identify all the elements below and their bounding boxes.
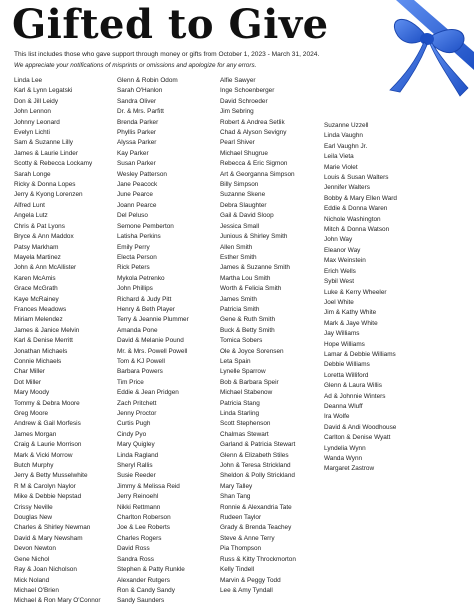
donor-name: Barbara Powers bbox=[117, 368, 163, 376]
intro-text: This list includes those who gave support through money or gifts from October 1, 2023 - March 31, 2024. bbox=[14, 51, 320, 58]
donor-name: Charlton Roberson bbox=[117, 514, 171, 522]
donor-name: Sandra Oliver bbox=[117, 97, 157, 105]
donor-name: Dr. & Mrs. Parfitt bbox=[117, 108, 164, 116]
donor-name: Linda Ragland bbox=[117, 451, 159, 459]
donor-name: Tommy & Debra Moore bbox=[14, 399, 80, 407]
donor-name: Grady & Brenda Teachey bbox=[220, 524, 292, 532]
donor-name: Mary Quigley bbox=[117, 441, 155, 449]
donor-name: Nikki Rettmann bbox=[117, 503, 161, 511]
donor-name: Linda Lee bbox=[14, 77, 43, 84]
donor-name: Tom & KJ Powell bbox=[117, 357, 165, 365]
donor-name: Max Weinstein bbox=[324, 257, 366, 265]
donor-name: Jerry & Betty Musselwhite bbox=[14, 472, 88, 480]
donor-name: Jenny Proctor bbox=[117, 410, 157, 417]
donor-name: Sybil West bbox=[324, 278, 355, 286]
donor-name: Jimmy & Melissa Reid bbox=[117, 482, 180, 490]
donor-name: Patsy Markham bbox=[14, 243, 59, 251]
donor-name: Eddie & Donna Waren bbox=[324, 205, 388, 213]
donor-name: Charles & Shirley Newman bbox=[14, 524, 91, 532]
donor-name: Joe & Lee Roberts bbox=[117, 524, 170, 532]
donor-name: Alexander Rutgers bbox=[117, 576, 170, 584]
donor-name: Debra Slaughter bbox=[220, 201, 267, 209]
donor-name: Scott Stephenson bbox=[220, 420, 271, 428]
donor-name: Luke & Kerry Wheeler bbox=[324, 288, 387, 296]
donor-name: Char Miller bbox=[14, 368, 45, 376]
donor-name: Wesley Patterson bbox=[117, 170, 167, 178]
donor-name: Butch Murphy bbox=[14, 462, 54, 470]
donor-name: Kelly Tindell bbox=[220, 566, 255, 574]
donor-name: Bob & Barbara Speir bbox=[220, 378, 279, 386]
donor-name: Patricia Smith bbox=[220, 305, 260, 313]
donor-name: Electa Person bbox=[117, 253, 157, 261]
donor-name: Ole & Joyce Sorensen bbox=[220, 347, 284, 355]
donor-name: Sam & Suzanne Lilly bbox=[14, 139, 73, 147]
donor-name: Jerry & Kyong Lorenzen bbox=[14, 191, 83, 199]
donor-name: Angela Lutz bbox=[14, 212, 48, 220]
donor-name: Glenn & Laura Willis bbox=[324, 382, 382, 390]
donor-name: Stephen & Patty Runkle bbox=[117, 566, 185, 574]
donor-name: Billy Simpson bbox=[220, 181, 259, 189]
donor-name: Charles Rogers bbox=[117, 534, 162, 542]
donor-name: James & Suzanne Smith bbox=[220, 264, 290, 272]
donor-name: Ray & Joan Nicholson bbox=[14, 566, 77, 574]
donor-name: Shan Tang bbox=[220, 493, 251, 501]
donor-name: Don & Jill Leidy bbox=[14, 97, 59, 105]
donor-name: Karl & Denise Merritt bbox=[14, 337, 73, 345]
donor-name: Rick Peters bbox=[117, 264, 150, 272]
donor-name: Scotty & Rebecca Lockamy bbox=[14, 160, 93, 168]
donor-name: Crissy Neville bbox=[14, 503, 53, 511]
donor-name: Mr. & Mrs. Powell Powell bbox=[117, 347, 188, 355]
donor-name: Marvin & Peggy Todd bbox=[220, 576, 281, 584]
donor-name: Ira Wolfe bbox=[324, 413, 350, 421]
donor-name: Sheldon & Polly Strickland bbox=[220, 472, 295, 480]
donor-name: Joel White bbox=[324, 298, 354, 306]
donor-name: Lynelle Sparrow bbox=[220, 368, 266, 376]
donor-name: Leta Spain bbox=[220, 357, 251, 365]
donor-name: Sarah O'Hanlon bbox=[117, 87, 163, 95]
donor-name: Susie Reeder bbox=[117, 472, 156, 480]
donor-name: Brenda Parker bbox=[117, 118, 159, 126]
donor-name: John & Ann McAllister bbox=[14, 264, 77, 272]
donor-name: David & Mary Newsham bbox=[14, 534, 83, 542]
donor-name: R M & Carolyn Naylor bbox=[14, 482, 76, 490]
donor-name: Mykola Petrenko bbox=[117, 274, 165, 282]
donor-name: Tomica Sobers bbox=[220, 337, 263, 345]
donor-name: Lee & Amy Tyndall bbox=[220, 586, 273, 594]
donor-name: Steve & Anne Terry bbox=[220, 534, 275, 542]
donor-name: Devon Newton bbox=[14, 545, 56, 553]
donor-name: Michael Stabenow bbox=[220, 389, 273, 397]
donor-name: Jennifer Walters bbox=[324, 184, 370, 192]
donor-name: Mary Talley bbox=[220, 482, 253, 490]
donor-name: Junious & Shirley Smith bbox=[220, 233, 288, 241]
donor-name: Ricky & Donna Lopes bbox=[14, 181, 76, 189]
donor-name: Robert & Andrea Setlik bbox=[220, 118, 285, 126]
donor-name: Connie Michaels bbox=[14, 357, 62, 365]
donor-name: Sheryl Rallis bbox=[117, 462, 153, 470]
donor-name: Curtis Pugh bbox=[117, 420, 151, 428]
donor-name: Mark & Vicki Morrow bbox=[14, 451, 73, 459]
donor-name: James & Laurie Linder bbox=[14, 149, 78, 157]
donor-name: Lyndelia Wynn bbox=[324, 444, 366, 452]
donor-name: Michael & Ron Mary O'Connor bbox=[14, 597, 101, 605]
donor-name: Martha Lou Smith bbox=[220, 274, 271, 282]
donor-name: Rebecca & Eric Sigmon bbox=[220, 160, 288, 168]
donor-name: Andrew & Gail Morfesis bbox=[14, 420, 81, 428]
donor-name: James & Janice Melvin bbox=[14, 326, 80, 334]
donor-name: Rudeen Taylor bbox=[220, 514, 262, 522]
donor-name: Glenn & Elizabeth Stiles bbox=[220, 451, 289, 459]
donor-column-1 bbox=[14, 76, 100, 607]
donor-name: James Smith bbox=[220, 295, 257, 303]
donor-name: Alfred Lunt bbox=[14, 201, 45, 209]
donor-name: Karen McAmis bbox=[14, 274, 56, 282]
donor-name: Sarah Longe bbox=[14, 170, 51, 178]
donor-name: Patricia Stang bbox=[220, 399, 260, 407]
donor-name: Craig & Laurie Morrison bbox=[14, 441, 82, 449]
donor-name: David Ross bbox=[117, 545, 150, 553]
donor-name: Jim Sebring bbox=[220, 108, 254, 116]
donor-column-3 bbox=[220, 76, 296, 596]
donor-name: Hope Williams bbox=[324, 340, 365, 348]
donor-column-4 bbox=[324, 121, 397, 475]
donor-name: Frances Meadows bbox=[14, 305, 67, 313]
donor-name: Mick Noland bbox=[14, 576, 50, 584]
donor-name: Loretta Williford bbox=[324, 371, 369, 379]
donor-name: Ronnie & Alexandria Tate bbox=[220, 503, 292, 511]
donor-name: Chris & Pat Lyons bbox=[14, 222, 65, 230]
donor-name: Pearl Shiver bbox=[220, 139, 255, 147]
donor-name: Zach Pritchett bbox=[117, 399, 157, 407]
donor-name: Johnny Leonard bbox=[14, 118, 60, 126]
donor-name: Ad & Johnnie Winters bbox=[324, 392, 386, 400]
donor-name: Erich Wells bbox=[324, 267, 356, 275]
donor-name: Semone Pemberton bbox=[117, 222, 174, 230]
donor-name: Nichole Washington bbox=[324, 215, 381, 223]
donor-name: John & Teresa Strickland bbox=[220, 462, 291, 470]
donor-name: James Morgan bbox=[14, 430, 57, 438]
donor-name: Eleanor Way bbox=[324, 246, 361, 254]
donor-name: Douglas New bbox=[14, 514, 53, 522]
donor-name: Richard & Judy Pitt bbox=[117, 295, 172, 303]
donor-name: Sandy Saunders bbox=[117, 597, 165, 605]
donor-name: Mary Moody bbox=[14, 389, 50, 397]
donor-name: Alfie Sawyer bbox=[220, 77, 256, 84]
donor-name: Buck & Betty Smith bbox=[220, 326, 275, 334]
donor-name: Bobby & Mary Ellen Ward bbox=[324, 194, 397, 202]
donor-name: Linda Starling bbox=[220, 410, 260, 417]
donor-name: Jane Peacock bbox=[117, 181, 158, 189]
donor-name: Ron & Candy Sandy bbox=[117, 586, 175, 594]
donor-name: David & Melanie Pound bbox=[117, 337, 184, 345]
donor-name: Suzanne Uzzell bbox=[324, 122, 369, 129]
donor-name: David Schroeder bbox=[220, 97, 268, 105]
donor-name: John Phillips bbox=[117, 285, 153, 293]
donor-name: Emily Perry bbox=[117, 243, 150, 251]
donor-name: Russ & Kitty Throckmorton bbox=[220, 555, 296, 563]
donor-name: Debbie Williams bbox=[324, 361, 370, 369]
donor-name: Evelyn Lichti bbox=[14, 129, 50, 137]
donor-name: Suzanne Skene bbox=[220, 191, 266, 199]
donor-name: Susan Parker bbox=[117, 160, 156, 168]
donor-name: Pia Thompson bbox=[220, 545, 262, 553]
donor-name: Leila Vieta bbox=[324, 153, 354, 161]
donor-name: Alyssa Parker bbox=[117, 139, 157, 147]
donor-name: Sandra Ross bbox=[117, 555, 154, 563]
donor-name: Art & Georganna Simpson bbox=[220, 170, 295, 178]
donor-name: Mitch & Donna Watson bbox=[324, 226, 390, 234]
donor-name: John Way bbox=[324, 236, 353, 244]
apology-note: We appreciate your notifications of misprints or omissions and apologize for any errors. bbox=[14, 62, 257, 69]
donor-name: Mike & Debbie Nepstad bbox=[14, 493, 82, 501]
donor-name: Del Peluso bbox=[117, 212, 148, 220]
donor-name: Jim & Kathy White bbox=[324, 309, 377, 317]
donor-name: Bryce & Ann Maddox bbox=[14, 233, 74, 241]
donor-name: Wanda Wynn bbox=[324, 455, 363, 462]
donor-name: Kay Parker bbox=[117, 149, 149, 157]
donor-name: Grace McGrath bbox=[14, 285, 58, 293]
donor-name: Henry & Beth Player bbox=[117, 305, 175, 313]
donor-name: Inge Schoenberger bbox=[220, 87, 275, 95]
donor-name: Terry & Jeannie Plummer bbox=[117, 316, 189, 324]
donor-name: Gail & David Sloop bbox=[220, 212, 274, 220]
donor-name: Marie Violet bbox=[324, 163, 358, 171]
donor-name: Karl & Lynn Legatski bbox=[14, 87, 73, 95]
donor-name: Jerry Reinoehl bbox=[117, 493, 159, 501]
donor-name: Linda Vaughn bbox=[324, 132, 363, 140]
donor-name: Miriam Melendez bbox=[14, 316, 63, 324]
donor-name: Deanna Wluff bbox=[324, 402, 363, 410]
donor-name: Chad & Alyson Sevigny bbox=[220, 129, 287, 137]
donor-name: Jessica Small bbox=[220, 222, 260, 230]
donor-name: Latisha Perkins bbox=[117, 233, 161, 241]
donor-name: Mayela Martinez bbox=[14, 253, 61, 261]
donor-name: Worth & Felicia Smith bbox=[220, 285, 282, 293]
donor-name: Dot Miller bbox=[14, 378, 41, 386]
donor-name: Chalmas Stewart bbox=[220, 430, 269, 438]
donor-name: Earl Vaughn Jr. bbox=[324, 142, 368, 150]
donor-name: Gene Nichol bbox=[14, 555, 50, 563]
donor-name: June Pearce bbox=[117, 191, 153, 199]
donor-name: Glenn & Robin Odom bbox=[117, 77, 178, 84]
donor-name: Amanda Pone bbox=[117, 326, 158, 334]
donor-name: Greg Moore bbox=[14, 410, 49, 417]
donor-name: John Lennon bbox=[14, 108, 51, 116]
donor-name: Kaye McRainey bbox=[14, 295, 59, 303]
donor-name: Michael Shugrue bbox=[220, 149, 268, 157]
donor-name: Gene & Ruth Smith bbox=[220, 316, 276, 324]
donor-name: Phyllis Parker bbox=[117, 129, 157, 137]
donor-name: Joann Pearce bbox=[117, 201, 157, 209]
donor-column-2 bbox=[117, 76, 189, 607]
donor-name: Carlton & Denise Wyatt bbox=[324, 434, 391, 442]
donor-name: Cindy Pyo bbox=[117, 430, 147, 438]
donor-name: Allen Smith bbox=[220, 243, 253, 251]
donor-name: Louis & Susan Walters bbox=[324, 174, 389, 182]
donor-name: Margaret Zastrow bbox=[324, 465, 375, 473]
donor-name: Esther Smith bbox=[220, 253, 257, 261]
donor-name: Lamar & Debbie Williams bbox=[324, 350, 396, 358]
donor-name: Garland & Patricia Stewart bbox=[220, 441, 296, 449]
donor-name: Mark & Jaye White bbox=[324, 319, 378, 327]
donor-name: Eddie & Jean Pridgen bbox=[117, 389, 179, 397]
donor-name: Tim Price bbox=[117, 378, 144, 386]
donor-name: David & Andi Woodhouse bbox=[324, 423, 397, 431]
donor-name: Jay Williams bbox=[324, 330, 360, 338]
donor-name: Michael O'Brien bbox=[14, 586, 59, 594]
page-title: Gifted to Give bbox=[12, 1, 329, 48]
donor-name: Jonathan Michaels bbox=[14, 347, 68, 355]
